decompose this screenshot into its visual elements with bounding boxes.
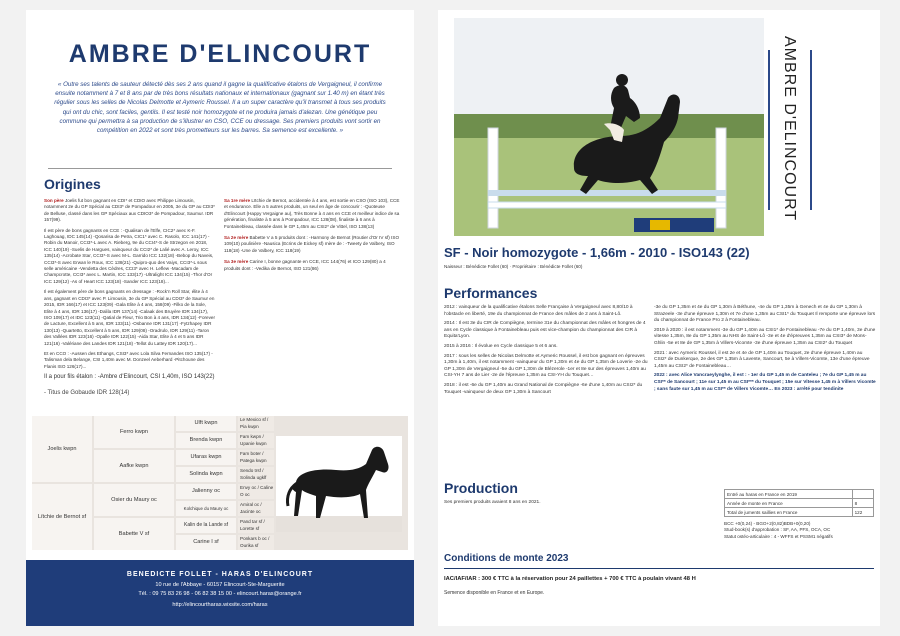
pedigree-chart xyxy=(32,416,408,550)
pedigree-g4: Le Mexico sf / Pia kwpn xyxy=(238,416,274,431)
performances-column-1 xyxy=(444,305,648,399)
pedigree-g2: Babette V sf xyxy=(94,518,174,550)
origines-title: Origines xyxy=(44,176,101,192)
pedigree-g3: Kalin de la Lande sf xyxy=(176,518,236,533)
table-cell: 8 xyxy=(852,499,873,508)
divider xyxy=(48,168,392,169)
contact-footer xyxy=(26,560,414,626)
dam-paragraph xyxy=(224,259,400,272)
table-cell: Total de juments saillies en France xyxy=(725,508,853,517)
origines-paragraph: Et en CCO : -Aussen des Ethangs, CSI3* avec Lola Silva Fernandes ISO 135(17) -Talisman dela Belange, CSI 1,40m avec M. Donzeel Aeberhard -Pitchoune des Flanis ISO 126(17)... xyxy=(44,350,213,369)
info-line: Statut ostéo-articulaire : 4 - WFFS et PSSM1 négatifs xyxy=(724,533,833,539)
perf-paragraph: 2022 : avec Alice Vancraeylynghe, il est : - 1er du GP 1,45 m de Canteleu ; 7e du GP 1,45 m au CSI** de Sancourt ; 11e sur 1,45 m au CSI*** du Touquet ; 15e sur Vitesse 1,45 m à Villers Vicomte ; sans faute sur 1,45 m au CSI** de Villers Vicomte… En 2023 : arrêté pour tendinite xyxy=(654,373,876,392)
perf-paragraph: 2012 : vainqueur de la qualificative étalons Selle Française à Vergaigneul avec 8,80/10 à l'obstacle en liberté, 19e du championnat de France des mâles de 2 ans à Saint-Lô. xyxy=(444,305,633,317)
dam-text: Lïtchie de Bernot, accidentée à 4 ans, est sortie en CSO (ISO 103), CCE et endurance. Elle a 5 autres produits, un seul en âge de concourir : -Quoteuse d'Elincourt (Happy Vergaigne au), Très Bonne à 4 ans en CCE et meilleur indice de sa génération, finaliste à 5 ans à Pompadour, ICC 128(08), finaliste à 6 ans à Fontainebleau, classée dans le GP 1,45m au CSI2* de Vittel, ISO 138(13) xyxy=(224,198,400,229)
origines-text: Joelis fut bon gagnant en CDI* et CDIO avec Philippe Limousin, notamment 2e du GP Spécial au CDI3* de Pompadour en 2005, 3e du GP au CDI3* de Belluse, classé dans les GP Spéciaux aux CDIO3* de Pompadour, Saumur. IDR 157(99). xyxy=(44,198,215,223)
pedigree-g2: Aafke kwpn xyxy=(94,450,174,482)
pedigree-g2: Osier du Maury oc xyxy=(94,484,174,516)
dam-text: Babette V a 5 produits dont : -Harmony de Bernot (Routier d'Or IV sf) ISO 109(10) poulinière -Nausica (Ecrins de Eickey sf) mère de : -Tweety de Valbery, ISO 118(18) -Une de Valbery, ICC 118(19) xyxy=(224,235,400,253)
dam-paragraph xyxy=(224,198,400,230)
table-row xyxy=(725,499,874,508)
perf-paragraph: 2014 : Il est 3e du CIR de Compiègne, termine 31e du championnat des mâles et hongres de 4 ans en Cycle classique à Fontainebleau puis est vice-champion du championnat des CIR à Equita'Lyon. xyxy=(444,321,646,340)
horse-headline: SF - Noir homozygote - 1,66m - 2010 - ISO143 (22) xyxy=(444,245,750,260)
perf-paragraph: 2021 : avec Aymeric Roussel, il est 2e et 4e de GP 1,40m au Touquet, 2e d'une épreuve 1,40m au CSI2* de Dunkerque, 2e des GP 1,35m à Lavente, Sancourt, 5e à Villers-Vicomte, 13e d'une épreuve 1,45m au CSI2* de Fontainebleau… xyxy=(654,350,870,369)
info-line: BCC +0(0,24) - BGO+2(0,82)BDB+0(0,20) xyxy=(724,521,811,526)
performances-title: Performances xyxy=(444,285,538,301)
pedigree-g3: Jalienny oc xyxy=(176,484,236,499)
pedigree-g3: Kolchique du Maury oc xyxy=(176,501,236,516)
production-info xyxy=(724,521,833,540)
origines-paragraph: Il est également père de bons gagnants en dressage : -Rock'n Roll Star, élite à 4 ans, gagnant en CDI3* avec P. Limousin, 3e du GP Spécial au CDI3* de Saumur en 2015, IDR 166(17) et ICC 123(09) -Gala Elite à 4 ans, 158(09) -Filko de la Sole, Elite à 4 ans, IDR 136(17) -Dalila IDR 137(14) -Calaak des Bruyère IDR 134(17), ISO 109(17) et IDC 123(11) -Qatial de Fleur, Trio Bon à 4 ans, IDR 134(12) -Forever de Lacture, Excellent à 5 ans, IDR 133(11) -Osbanne IDR 131(17) -Fytzhapey IDR 130(13) -Quartetto, Excellent à 5 ans, IDR 129(08) -Oradrulo, IDR 129(11) -Taron des Vallées IDR 123(16) -Opalle IDR 122(15) -Aida Star, Elite à 4 et 5 ans IDR 121(16) -Valériane des Landes IDR 121(18) -Tellot du Lattey IDR 120(17)... xyxy=(44,289,215,346)
title-bar-right xyxy=(810,50,812,210)
footer-owner: BENEDICTE FOLLET - HARAS D'ELINCOURT xyxy=(126,571,314,578)
table-cell: Année de monte en France xyxy=(725,499,853,508)
pedigree-g4: Fam kwpn / Upanie kwpn xyxy=(238,433,274,448)
production-title: Production xyxy=(444,480,518,496)
production-text: Ses premiers produits avaient 8 ans en 2021. xyxy=(444,500,541,505)
horse-standing-photo xyxy=(276,436,402,532)
intro-quote: « Outre ses talents de sauteur détecté dès ses 2 ans quand il gagne la qualificative étalons de Vergaigneul, il confirme ensuite notamment à 7 et 8 ans par de très bons résultats nationaux et internationaux (gagnant sur 1.40 m) en étant très régulier sous les selles de Nicolas Delmotte et Aymeric Roussel. Il a un super caractère qu'il transmet à tous ses produits qui ont du chic, sont faciles, gentils. Il est testé noir homozygote et ne produira jamais d'alezan. Une génétique peu commune qui permettra à sa production de s'illustrer en CSO, CCE ou dressage. Ses premiers produits vont sortir en compétition en 2022 et sont très prometteurs sur les barres. Sa semence est excellente. » xyxy=(54,81,386,135)
dam-text: Carine I, bonne gagnante en CCE, ICC 144(76) et ICO 129(80) a 4 produits dont : -Vedika de Bernot, ISO 121(86) xyxy=(224,259,386,271)
pedigree-g4: Ponkars b oc / Ourika sf xyxy=(238,535,274,550)
table-cell: 122 xyxy=(852,508,873,517)
pedigree-g4: Pand tar sf / Lorette sf xyxy=(238,518,274,533)
pedigree-g3: Ulft kwpn xyxy=(176,416,236,431)
perf-paragraph: 2017 : sous les selles de Nicolas Delmotte et Aymeric Roussel, il est bon gagnant en épreuves 1,30m à 1,40m, il est notamment -vainqueur du GP 1,30m et 4e du GP 1,35m de Loverie -2e du GP 1,30m de Vergaigneul -5e du GP 1,30m de Blézerole -1er et 8e sur des épreuves 1,40m au CSI-YH 7 ans de Lier -2e de l'épreuve 1,35m au CSI-YH du Touquet… xyxy=(444,353,648,379)
conditions-label: Conditions de monte xyxy=(444,553,544,564)
pedigree-g3: Solinda kwpn xyxy=(176,467,236,482)
production-table xyxy=(724,489,874,517)
pedigree-g4: Envy oc / Caline O oc xyxy=(240,485,274,497)
origines-paragraph: Il est père de bons gagnants en CCE : -Qualisan de l'Elfe, CIC2* avec K-F. Laghouag, IDC 145(14) -Qosarisa de Petra, CIC1* avec C. Rasolo, ICC 141(17) -Robin du Manoir, CCI3*-L avec A. Rieberg, 9e du CCI4*-S de Strzegon en 2018, ICC 140(19) -Suelis de Hargues, vainqueur du CCI2* de Lalié avec A. Leroy, ICC 135(14) -Acrobate Star, CCI3*-S avec M-L. Garrido ICC 132(18) -Bebop du Naveis, CCI3*-S avec Erwan le Roux, ICC 138(21) -Quipro-quo des Vaiys, CCI3*-L sous selle américaine -Vendetta des Cèdres, CCI3* avec H. Leflew -Macadam de Champcrotte, CCI3* avec L. Martin, ICC 133(17) -Ultralight ICC 134(15) -Thor d'Or ICC 129(12) -As of Heart ICC 123(18) -Sander ICC 123(18)... xyxy=(44,227,214,284)
pedigree-g2: Ferro kwpn xyxy=(94,416,174,448)
pedigree-g4: Fam boter / Patega kwpn xyxy=(238,450,274,465)
pedigree-g4: Amiral oc / Jacinte oc xyxy=(238,501,274,516)
conditions-price: IAC/IAF/IAR : 300 € TTC à la réservation pour 24 paillettes + 700 € TTC à poulain vivant 48 H xyxy=(444,576,696,582)
page-title: AMBRE D'ELINCOURT xyxy=(68,40,372,68)
origines-lead: Son père xyxy=(44,198,64,203)
origines-sire-column xyxy=(44,198,216,374)
dam-paragraph xyxy=(224,235,400,254)
pedigree-g3: Carine I sf xyxy=(176,535,236,550)
pedigree-g4: Sendo trsf / Solinda ugklf xyxy=(238,467,274,482)
title-bar-left xyxy=(768,50,770,210)
dam-lead: Sa 3e mère xyxy=(224,259,249,265)
perf-paragraph: -3e du GP 1,35m et 4e du GP 1,30m à Béthune, -4e du GP 1,35m à Genech et 4e du GP 1,30m à Strazeele -3e d'une épreuve 1,30m et 7e d'une 1,35m au CSI1* du Touquet Il remporte une épreuve lors du championnat de France Pro 2 à Fontainebleau. xyxy=(654,305,876,324)
origines-dam-column xyxy=(224,198,400,277)
left-page xyxy=(26,10,414,626)
right-page xyxy=(438,10,880,626)
info-line: Stud-book(s) d'approbation : SF, AA, PFS, OCA, OC xyxy=(724,527,831,533)
footer-address: 10 rue de l'Abbaye - 60157 Elincourt-Ste-Marguerite xyxy=(155,582,285,588)
conditions-title xyxy=(444,553,568,564)
performances-column-2 xyxy=(654,305,876,396)
conditions-year: 2023 xyxy=(546,553,569,564)
table-row xyxy=(725,490,874,499)
dam-lead: Sa 1re mère xyxy=(224,198,251,203)
breeder-owner: Naisseur : Bénédicte Follet (60) · Propriétaire : Bénédicte Follet (60) xyxy=(444,264,583,269)
pedigree-g3: Brenda kwpn xyxy=(176,433,236,448)
pedigree-dam: Lïtchie de Bernot sf xyxy=(32,484,92,550)
table-row xyxy=(725,508,874,517)
show-jumping-photo xyxy=(454,18,764,236)
perf-paragraph: 2015 à 2016 : Il évolue en Cycle classique 5 et 6 ans. xyxy=(444,343,558,349)
footer-contact: Tél. : 09 75 83 26 98 - 06 82 38 15 00 - elincourt.haras@orange.fr xyxy=(138,591,302,597)
stallion-son-2: - Titus de Gobaude IDR 128(14) xyxy=(44,390,130,396)
perf-paragraph: 2018 : il est -6e du GP 1,40m au Grand National de Compiègne -6e d'une 1,40m au CSI2* du Touquet -vainqueur de deux GP 1,30m à Sancourt xyxy=(444,382,643,395)
dam-lead: Sa 2e mère xyxy=(224,235,249,241)
perf-paragraph: 2019 à 2020 : il est notamment -3e du GP 1,40m au CSI1* de Fontainebleau -7e du GP 1,40m, 3e d'une vitesse 1,35m, 8e du GP 1,35m au NHS de Saint-Lô -3e et 4e d'épreuves 1,35m au CSI3* de Mons-Ghlin -5e et 8e de GP 1,35m à Villers-Vicomte -3e d'une épreuve 1,35m au CSI2* du Touquet xyxy=(654,327,876,346)
semence-availability: Semence disponible en France et en Europe. xyxy=(444,590,545,596)
table-cell xyxy=(852,490,873,499)
vertical-title: AMBRE D'ELINCOURT xyxy=(781,36,798,222)
divider xyxy=(444,568,874,569)
stallion-son: Il a pour fils étalon : -Ambre d'Elincourt, CSI 1,40m, ISO 143(22) xyxy=(44,374,215,380)
footer-website-link[interactable]: http://elincourtharas.wixsite.com/haras xyxy=(172,602,268,608)
table-cell: Entré au haras en France en 2019 xyxy=(725,490,853,499)
origines-paragraph xyxy=(44,198,216,224)
pedigree-sire: Joelis kwpn xyxy=(32,416,92,482)
pedigree-g3: Ufaras kwpn xyxy=(176,450,236,465)
